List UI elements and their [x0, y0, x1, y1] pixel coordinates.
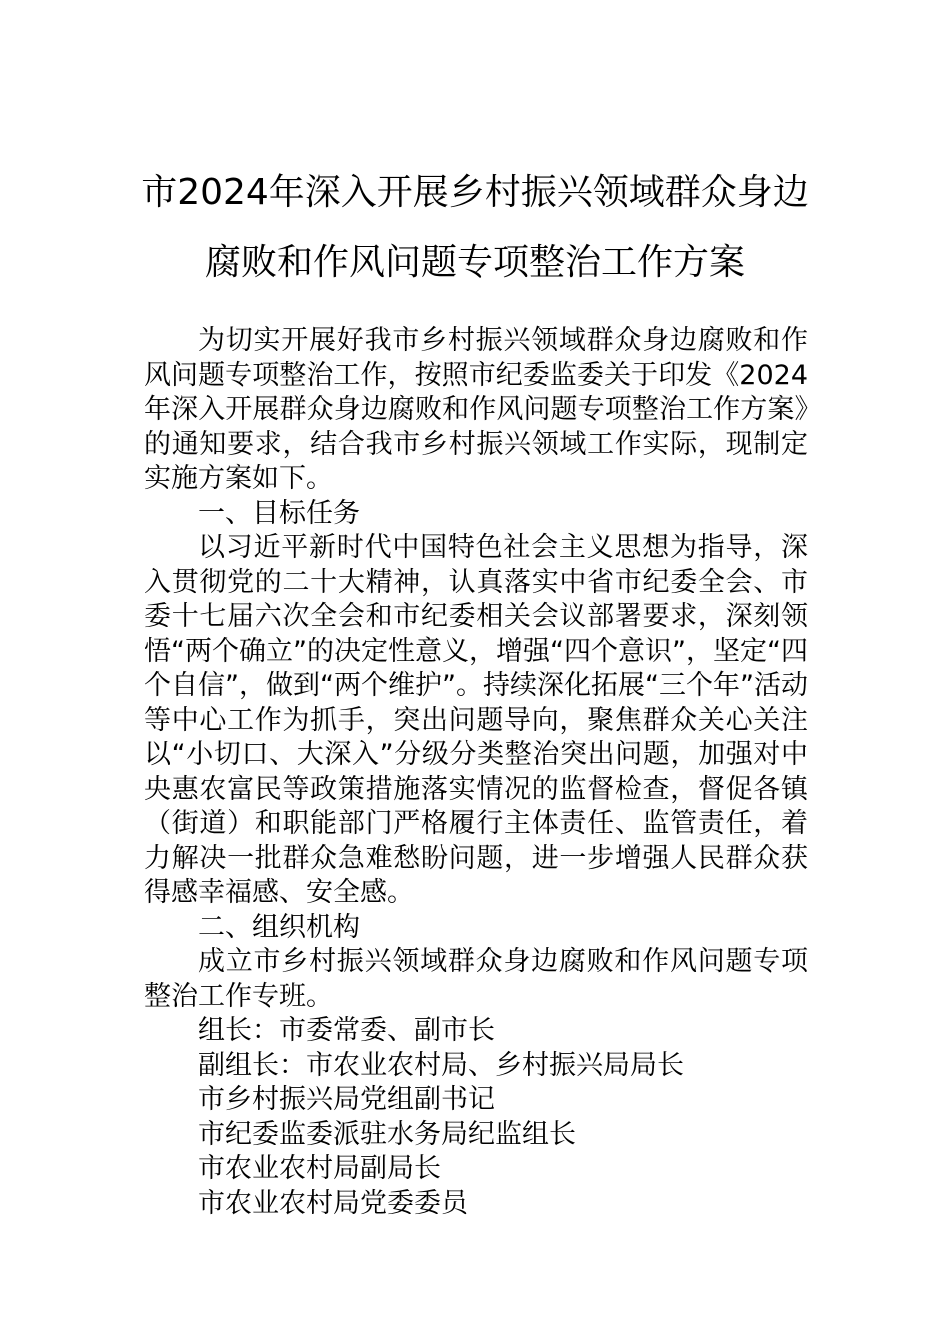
member-line: 市纪委监委派驻水务局纪监组长 — [198, 1118, 576, 1150]
title-line-2: 腐败和作风问题专项整治工作方案 — [204, 242, 745, 283]
document-body — [144, 324, 808, 1221]
group-leader-line: 组长：市委常委、副市长 — [198, 1015, 495, 1046]
section-heading-goals: 一、目标任务 — [198, 497, 360, 529]
member-line: 市乡村振兴局党组副书记 — [198, 1084, 495, 1115]
intro-paragraph: 为切实开展好我市乡村振兴领域群众身边腐败和作风问题专项整治工作，按照市纪委监委关于印发《2024年深入开展群众身边腐败和作风问题专项整治工作方案》的通知要求，结合我市乡村振兴领域工作实际，现制定实施方案如下。 — [144, 325, 808, 494]
section-heading-organization: 二、组织机构 — [198, 911, 360, 943]
deputy-leader-line: 副组长：市农业农村局、乡村振兴局局长 — [198, 1049, 684, 1081]
member-line: 市农业农村局党委委员 — [198, 1187, 468, 1219]
document-title — [100, 158, 850, 298]
member-line: 市农业农村局副局长 — [198, 1153, 441, 1184]
title-line-1: 市2024年深入开展乡村振兴领域群众身边 — [141, 172, 809, 213]
goals-paragraph: 以习近平新时代中国特色社会主义思想为指导，深入贯彻党的二十大精神，认真落实中省市纪委全会、市委十七届六次全会和市纪委相关会议部署要求，深刻领悟“两个确立”的决定性意义，增强“四个意识”，坚定“四个自信”，做到“两个维护”。持续深化拓展“三个年”活动等中心工作为抓手，突出问题导向，聚焦群众关心关注以“小切口、大深入”分级分类整治突出问题，加强对中央惠农富民等政策措施落实情况的监督检查，督促各镇（街道）和职能部门严格履行主体责任、监管责任，着力解决一批群众急难愁盼问题，进一步增强人民群众获得感幸福感、安全感。 — [144, 532, 808, 908]
organization-paragraph: 成立市乡村振兴领域群众身边腐败和作风问题专项整治工作专班。 — [144, 946, 808, 1012]
